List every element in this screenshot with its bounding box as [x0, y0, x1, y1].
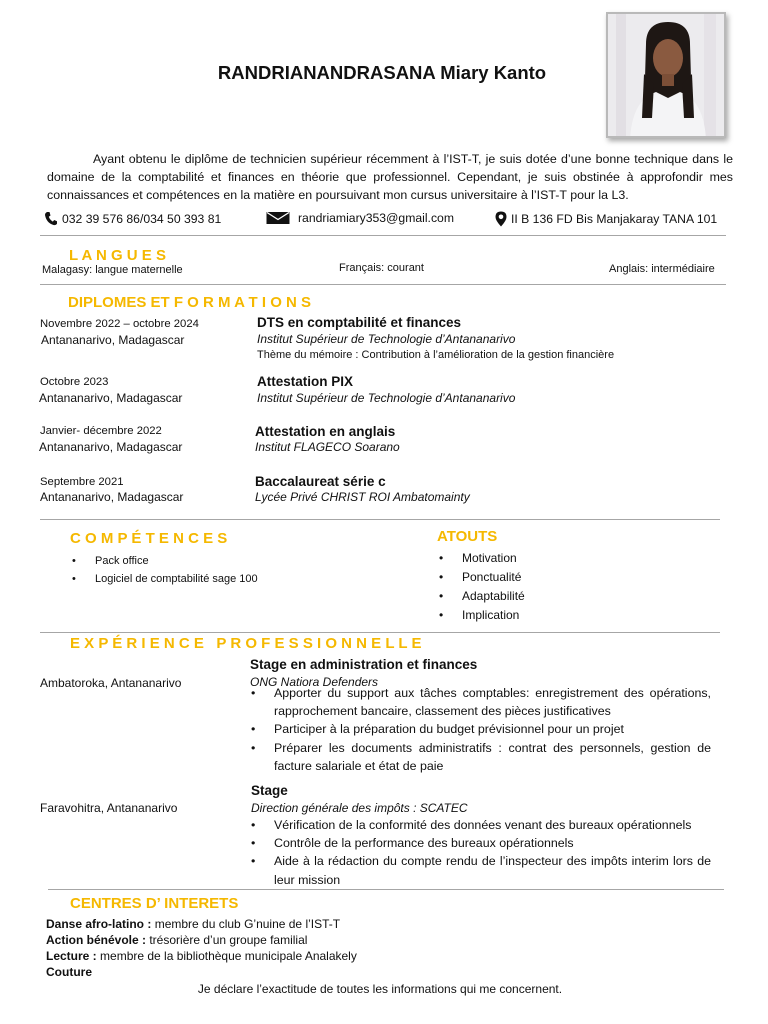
task-item: • Préparer les documents administratifs : contrat des personnels, gestion de facture salariale et état de paie [251, 739, 711, 775]
interest-label: Lecture : [46, 949, 97, 963]
interests-list [46, 916, 357, 980]
diploma-title: Baccalaureat série c [255, 474, 386, 489]
profile-summary: Ayant obtenu le diplôme de technicien supérieur récemment à l’IST-T, je suis dotée d’une bonne technique dans le domaine de la comptabilité et finances en théorie que professionnel. Cependant, je suis obstinée à approfondir mes connaissances et compétences en la matière en poursuivant mon cursus universitaire à l’IST-T pour la L3. [47, 152, 733, 202]
diploma-date: Septembre 2021 [40, 476, 124, 488]
diploma-title: Attestation PIX [257, 374, 354, 389]
profile-photo [606, 12, 726, 138]
assets-heading: ATOUTS [437, 528, 498, 545]
language-english: Anglais: intermédiaire [609, 263, 715, 275]
interest-item [46, 948, 357, 964]
language-french: Français: courant [339, 262, 424, 274]
diploma-date: Octobre 2023 [40, 376, 109, 388]
email-text[interactable]: randriamiary353@gmail.com [298, 211, 454, 225]
location-pin-icon [495, 211, 507, 227]
interest-item [46, 932, 357, 948]
diploma-date: Janvier- décembre 2022 [40, 425, 162, 437]
task-item: • Participer à la préparation du budget prévisionnel pour un projet [251, 720, 711, 738]
diplomas-heading: DIPLOMES ET F O R M A T I O N S [68, 294, 312, 311]
asset-item: • Motivation [437, 551, 525, 570]
experience-tasks [251, 684, 711, 775]
contact-phone [44, 211, 221, 226]
task-item: • Apporter du support aux tâches comptables: enregistrement des opérations, rapprochement bancaire, classement des pièces justificatives [251, 684, 711, 720]
interest-text: membre de la bibliothèque municipale Analakely [96, 949, 357, 963]
experience-divider [48, 889, 724, 890]
experience-location: Faravohitra, Antananarivo [40, 801, 178, 815]
diploma-place: Antananarivo, Madagascar [39, 391, 183, 405]
asset-item: • Implication [437, 608, 525, 627]
contact-address [495, 211, 717, 227]
diploma-title: DTS en comptabilité et finances [257, 315, 462, 330]
assets-list [437, 551, 525, 627]
interest-text: membre du club G’nuine de l’IST-T [151, 917, 341, 931]
address-text: II B 136 FD Bis Manjakaray TANA 101 [511, 212, 718, 226]
experience-tasks [251, 816, 711, 889]
task-item: • Contrôle de la performance des bureaux opérationnels [251, 834, 711, 852]
language-malagasy: Malagasy: langue maternelle [42, 264, 183, 276]
experience-title: Stage en administration et finances [250, 657, 478, 672]
diploma-place: Antananarivo, Madagascar [40, 490, 184, 504]
diploma-institution: Institut Supérieur de Technologie d’Antananarivo [257, 391, 516, 405]
experience-title: Stage [251, 783, 288, 798]
languages-divider [40, 284, 726, 285]
diploma-title: Attestation en anglais [255, 424, 396, 439]
interest-item [46, 964, 357, 980]
asset-item: • Ponctualité [437, 570, 525, 589]
asset-item: • Adaptabilité [437, 589, 525, 608]
envelope-icon [266, 211, 290, 225]
diploma-institution: Institut Supérieur de Technologie d’Antananarivo [257, 332, 516, 346]
interest-label: Danse afro-latino : [46, 917, 152, 931]
contact-divider [40, 235, 726, 236]
skills-heading: C O M P É T E N C E S [70, 530, 228, 547]
phone-icon [44, 211, 58, 226]
experience-heading: E X P É R I E N C E P R O F E S S I O N N E L L E [70, 635, 422, 652]
skill-item: • Logiciel de comptabilité sage 100 [70, 573, 258, 591]
contact-email [266, 211, 454, 225]
diploma-date: Novembre 2022 – octobre 2024 [40, 318, 199, 330]
interest-label: Couture [46, 965, 92, 979]
interests-heading: CENTRES D’ INTERETS [70, 895, 239, 912]
experience-organization: ONG Natiora Defenders [250, 675, 379, 689]
languages-heading: L A N G U E S [69, 247, 166, 264]
candidate-name: RANDRIANANDRASANA Miary Kanto [217, 62, 547, 83]
diploma-place: Antananarivo, Madagascar [41, 333, 185, 347]
phone-text: 032 39 576 86/034 50 393 81 [62, 211, 222, 226]
skills-list [70, 555, 258, 591]
diploma-note: Thème du mémoire : Contribution à l’amélioration de la gestion financière [257, 349, 615, 361]
diplomas-divider [40, 519, 720, 520]
skill-item: • Pack office [70, 555, 258, 573]
interest-label: Action bénévole : [46, 933, 147, 947]
task-item: • Vérification de la conformité des données venant des bureaux opérationnels [251, 816, 711, 834]
declaration-text: Je déclare l’exactitude de toutes les informations qui me concernent. [197, 982, 563, 996]
diploma-institution: Lycée Privé CHRIST ROI Ambatomainty [255, 490, 470, 504]
skills-divider [40, 632, 720, 633]
interest-item [46, 916, 357, 932]
diploma-institution: Institut FLAGECO Soarano [255, 440, 400, 454]
task-item: • Aide à la rédaction du compte rendu de l’inspecteur des impôts interim lors de leur mission [251, 852, 711, 888]
diploma-place: Antananarivo, Madagascar [39, 440, 183, 454]
experience-organization: Direction générale des impôts : SCATEC [251, 801, 468, 815]
interest-text: trésorière d’un groupe familial [146, 933, 308, 947]
experience-location: Ambatoroka, Antananarivo [40, 676, 182, 690]
